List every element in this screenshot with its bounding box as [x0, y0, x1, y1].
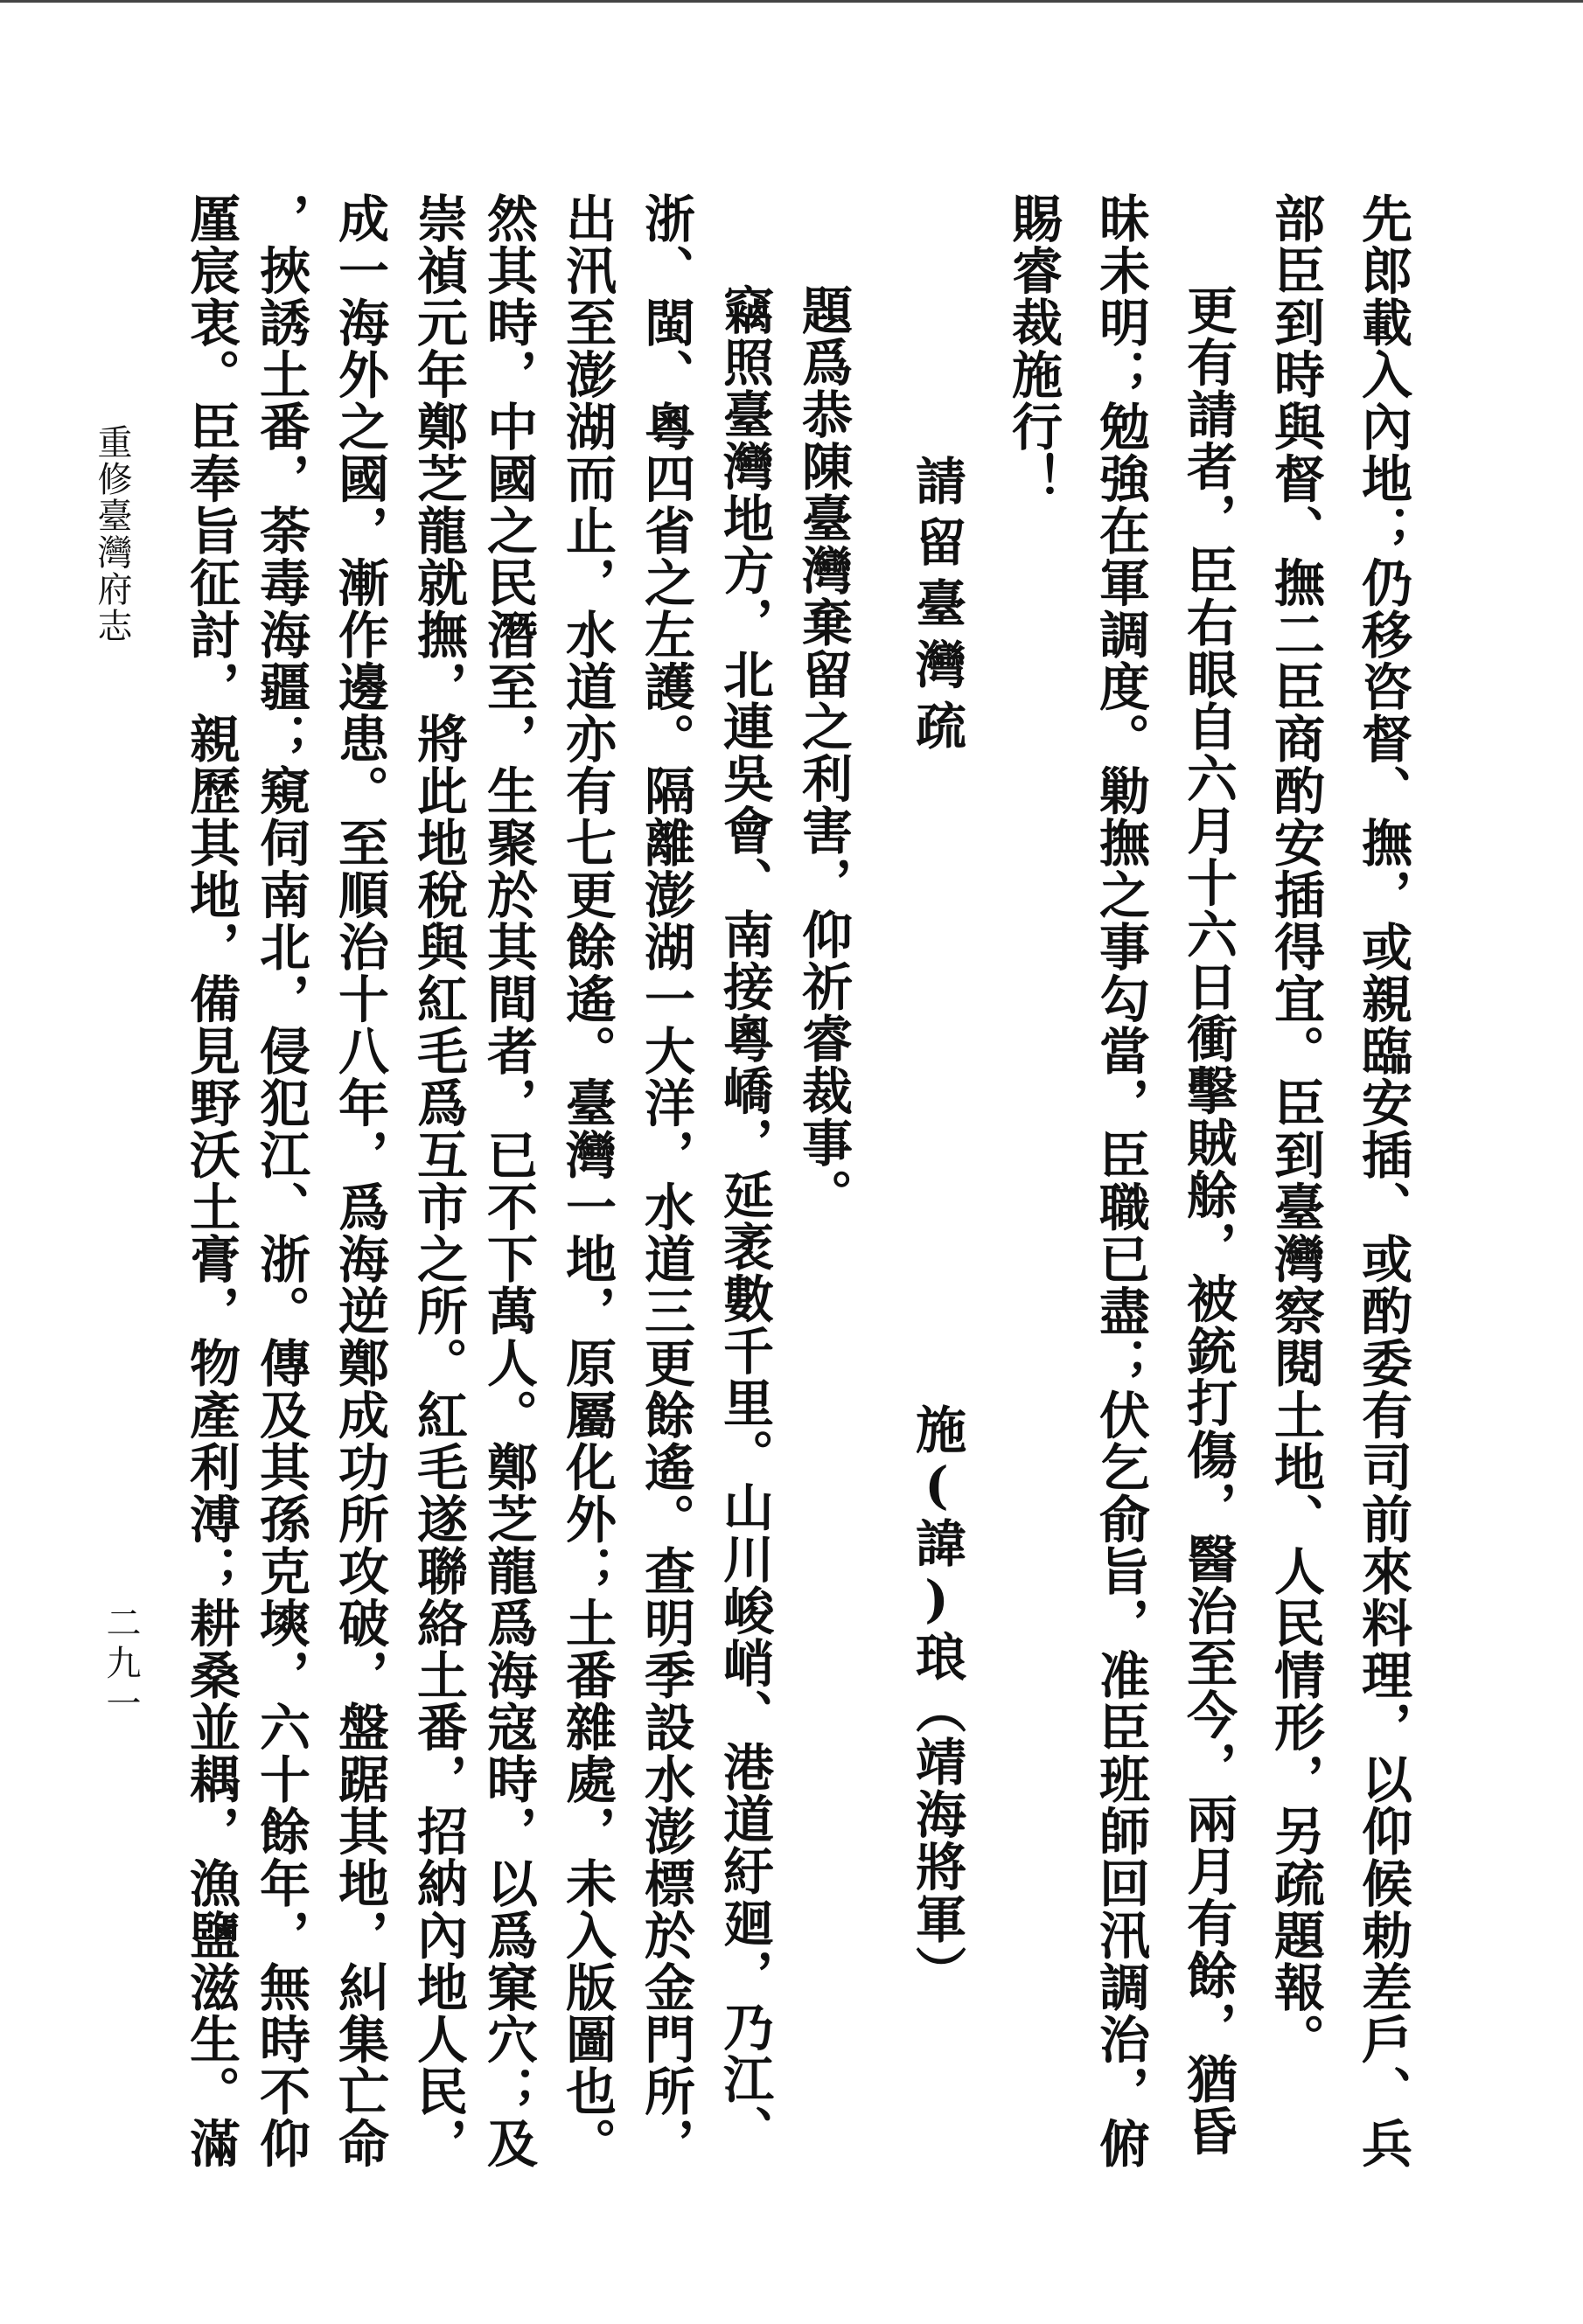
memorial-author: 施(諱)琅（靖海將軍）: [907, 1403, 966, 1998]
text-column: 浙、閩、粵四省之左護。隔離澎湖一大洋，水道三更餘遙。查明季設水澎標於金門所，: [636, 192, 695, 2169]
text-column: 成一海外之國，漸作邊患。至順治十八年，爲海逆鄭成功所攻破，盤踞其地，糾集亡命: [330, 192, 389, 2169]
text-column: 題爲恭陳臺灣棄留之利害，仰祈睿裁事。: [793, 284, 853, 1221]
text-column: 更有請者，臣右眼自六月十六日衝擊賊艅，被銃打傷，醫治至今，兩月有餘，猶昏: [1178, 284, 1238, 2157]
memorial-title: 請留臺灣疏: [907, 455, 966, 761]
text-column: 竊照臺灣地方，北連吳會、南接粵嶠，延袤數千里。山川峻峭、港道紆廻，乃江、: [715, 284, 774, 2157]
page-number: 二九一: [101, 1604, 141, 1725]
text-column: 賜睿裁施行！: [1003, 192, 1063, 504]
text-column: 先郎載入內地；仍移咨督、撫，或親臨安插、或酌委有司前來料理，以仰候勅差戶、兵: [1353, 192, 1412, 2169]
text-column: 出汛至澎湖而止，水道亦有七更餘遙。臺灣一地，原屬化外；土番雜處，未入版圖也。: [557, 192, 617, 2169]
text-column: 崇禎元年鄭芝龍就撫，將此地稅與紅毛爲互市之所。紅毛遂聯絡土番，招納內地人民，: [408, 192, 468, 2169]
page-top-border: [0, 0, 1583, 3]
text-column: 昧未明；勉強在軍調度。勦撫之事勾當，臣職已盡；伏乞俞旨，准臣班師回汛調治，俯: [1091, 192, 1150, 2169]
text-column: 然其時，中國之民潛至，生聚於其間者，已不下萬人。鄭芝龍爲海寇時，以爲窠穴；及: [478, 192, 538, 2169]
text-column: ，挾誘土番，荼毒海疆；窺伺南北，侵犯江、浙。傳及其孫克塽，六十餘年，無時不仰: [251, 192, 310, 2169]
text-column: 部臣到時與督、撫二臣商酌安插得宜。臣到臺灣察閱土地、人民情形，另疏題報。: [1266, 192, 1325, 2065]
book-title: 重修臺灣府志: [92, 424, 132, 644]
text-column: 厪宸衷。臣奉旨征討，親歷其地，備見野沃土膏，物產利溥；耕桑並耦，漁鹽滋生。滿: [181, 192, 241, 2169]
